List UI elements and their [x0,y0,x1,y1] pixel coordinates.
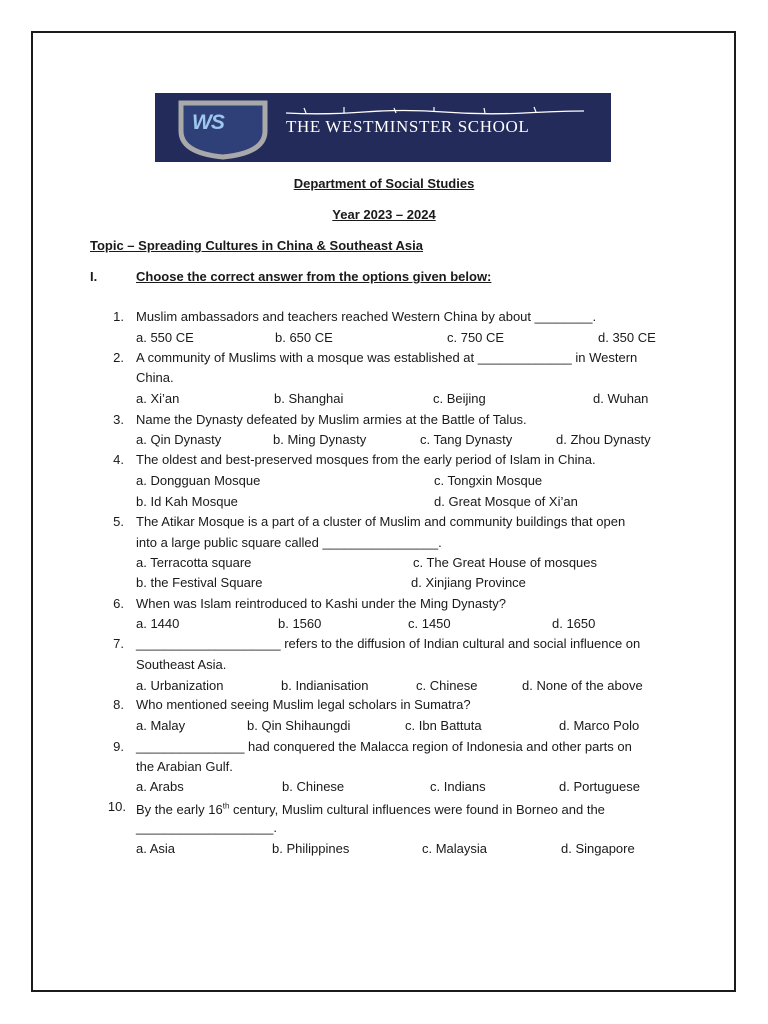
option: a. Dongguan Mosque [136,473,261,488]
option: d. Xinjiang Province [411,575,526,590]
option: a. Urbanization [136,678,224,693]
year-heading: Year 2023 – 2024 [332,207,436,222]
section-number: I. [90,269,98,284]
option: b. Shanghai [274,391,344,406]
option: a. Xi’an [136,391,180,406]
logo-monogram: WS [192,111,224,134]
option: b. 1560 [278,616,322,631]
question-number: 3. [113,412,124,427]
option: c. Indians [430,779,486,794]
option: a. 550 CE [136,330,194,345]
question-number: 9. [113,739,124,754]
option: b. Ming Dynasty [273,432,367,447]
option: c. Tongxin Mosque [434,473,543,488]
option: d. Great Mosque of Xi’an [434,494,578,509]
option: c. Malaysia [422,841,488,856]
option: b. Chinese [282,779,345,794]
question-number: 5. [113,514,124,529]
question-number: 7. [113,636,124,651]
option: b. 650 CE [275,330,333,345]
question-text: Name the Dynasty defeated by Muslim armies at the Battle of Talus. [136,412,527,427]
topic-heading: Topic – Spreading Cultures in China & Southeast Asia [90,238,423,253]
section-instruction: Choose the correct answer from the options given below: [136,269,492,284]
question-text: By the early 16th century, Muslim cultural influences were found in Borneo and the [136,802,605,818]
question-text: Muslim ambassadors and teachers reached Western China by about ________. [136,309,597,324]
option: d. None of the above [522,678,643,693]
option: b. Id Kah Mosque [136,494,238,509]
question-number: 10. [107,799,126,814]
option: b. the Festival Square [136,575,263,590]
question-text: into a large public square called ________________. [136,535,442,550]
option: d. 350 CE [598,330,656,345]
question-text: When was Islam reintroduced to Kashi under the Ming Dynasty? [136,596,506,611]
question-number: 8. [113,697,124,712]
question-text: _______________ had conquered the Malacca region of Indonesia and other parts on [136,739,632,754]
question-number: 4. [113,452,124,467]
option: b. Qin Shihaungdi [247,718,351,733]
department-heading: Department of Social Studies [293,176,475,191]
option: d. Zhou Dynasty [556,432,651,447]
option: a. 1440 [136,616,180,631]
school-name: THE WESTMINSTER SCHOOL [286,117,530,136]
option: d. Wuhan [593,391,649,406]
option: d. Singapore [561,841,635,856]
option: d. Portuguese [559,779,640,794]
option: a. Malay [136,718,186,733]
question-text: Southeast Asia. [136,657,227,672]
question-number: 6. [113,596,124,611]
option: b. Philippines [272,841,350,856]
question-text: ___________________. [136,820,277,835]
arabic-calligraphy-icon [284,106,586,116]
question-text: Who mentioned seeing Muslim legal scholars in Sumatra? [136,697,471,712]
option: c. Ibn Battuta [405,718,482,733]
option: c. The Great House of mosques [413,555,598,570]
option: a. Asia [136,841,176,856]
question-text: The Atikar Mosque is a part of a cluster of Muslim and community buildings that open [136,514,626,529]
option: a. Arabs [136,779,184,794]
question-text: China. [136,370,174,385]
option: b. Indianisation [281,678,369,693]
option: c. Tang Dynasty [420,432,513,447]
question-number: 2. [113,350,124,365]
question-text: The oldest and best-preserved mosques from the early period of Islam in China. [136,452,596,467]
question-text: ____________________ refers to the diffusion of Indian cultural and social influence on [136,636,641,651]
option: c. Beijing [433,391,486,406]
option: c. 750 CE [447,330,505,345]
option: d. 1650 [552,616,596,631]
question-number: 1. [113,309,124,324]
option: a. Terracotta square [136,555,252,570]
option: c. Chinese [416,678,478,693]
option: a. Qin Dynasty [136,432,222,447]
option: d. Marco Polo [559,718,640,733]
question-text: the Arabian Gulf. [136,759,233,774]
option: c. 1450 [408,616,451,631]
question-text: A community of Muslims with a mosque was established at _____________ in Western [136,350,638,365]
